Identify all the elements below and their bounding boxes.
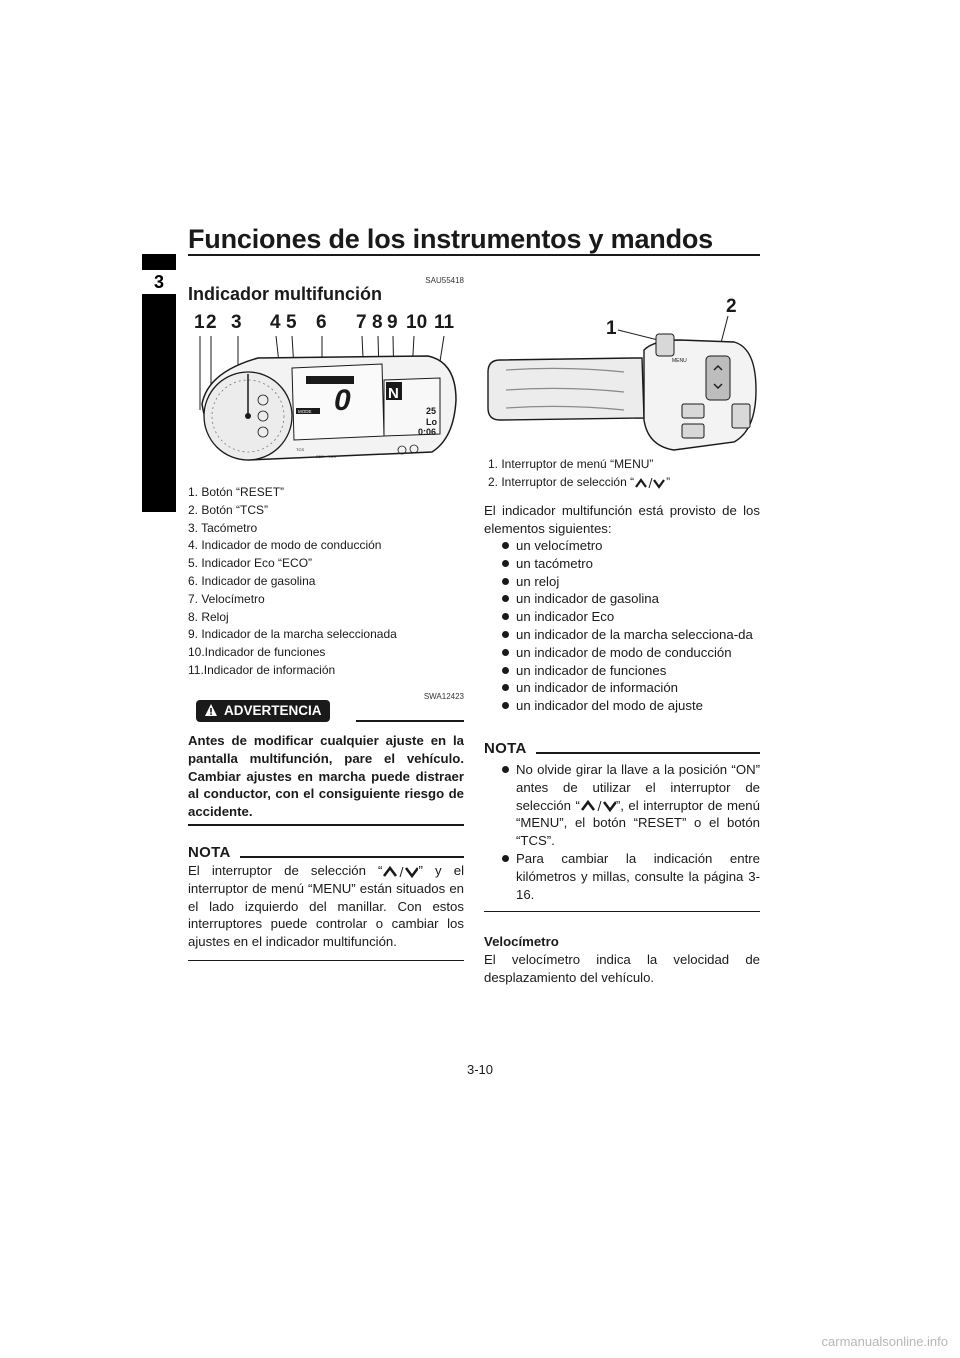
legend-item: 10.Indicador de funciones — [188, 645, 326, 660]
handlebar-switch-illustration — [484, 300, 760, 460]
list-item: un indicador de funciones — [496, 662, 760, 680]
callout-9: 9 — [387, 312, 398, 333]
up-down-selector-icon — [382, 865, 418, 879]
nota-rule-left — [240, 856, 464, 858]
handle-menu-label: MENU — [672, 358, 687, 364]
speedometer-text: El velocímetro indica la velocidad de desplazamiento del vehículo. — [484, 952, 760, 985]
right-legend-item-1: 1. Interruptor de menú “MENU” — [488, 457, 654, 471]
warning-code: SWA12423 — [423, 692, 464, 701]
legend-item: 6. Indicador de gasolina — [188, 573, 316, 588]
legend-item: 1. Botón “RESET” — [188, 485, 285, 499]
nota-end-rule-left — [188, 960, 464, 961]
right-legend-2-end: ” — [666, 474, 671, 489]
speed-digit: 0 — [334, 384, 351, 417]
title-rule — [188, 254, 760, 256]
list-item: un tacómetro — [496, 555, 760, 573]
page-number: 3-10 — [466, 1062, 494, 1077]
callout-6: 6 — [316, 312, 327, 333]
list-item: un indicador de información — [496, 679, 760, 697]
nota-text-left-start: El interruptor de selección “ — [188, 863, 383, 878]
warning-label: ADVERTENCIA — [224, 703, 322, 718]
right-figure-legend — [488, 456, 670, 492]
gear-digit: N — [388, 385, 399, 402]
page-title: Funciones de los instrumentos y mandos — [188, 224, 713, 254]
legend-item: 4. Indicador de modo de conducción — [188, 538, 382, 553]
chapter-number: 3 — [142, 270, 176, 294]
right-legend-item-2 — [488, 474, 670, 492]
legend-item: 9. Indicador de la marcha seleccionada — [188, 627, 397, 642]
nota-text-left-end: ” y el interruptor de menú “MENU” están situados en el lado izquierdo del manillar. Con estos interruptores puede controlar o cambiar los ajustes en el indicador multifunción. — [188, 863, 464, 950]
intro-text: El indicador multifunción está provisto de los elementos siguientes: — [484, 503, 760, 536]
legend-item: 5. Indicador Eco “ECO” — [188, 556, 313, 571]
nota-list-right — [496, 761, 760, 903]
warning-header — [196, 700, 330, 722]
legend-item: 11.Indicador de información — [188, 662, 336, 677]
indicator-label-set: SET — [316, 454, 324, 459]
callout-10: 10 — [406, 312, 428, 333]
nota-text-left — [188, 862, 464, 951]
list-item: un indicador de gasolina — [496, 590, 760, 608]
warning-text: Antes de modificar cualquier ajuste en la pantalla multifunción, pare el vehículo. Cambiar ajustes en marcha puede distraer al conductor, con el consiguiente riesgo de accidente. — [188, 733, 464, 820]
warning-rule — [356, 720, 464, 722]
feature-list — [496, 537, 760, 715]
nota-rule-right — [536, 752, 760, 754]
warning-icon — [204, 703, 218, 717]
handle-callout-2: 2 — [726, 296, 737, 317]
left-figure-legend — [188, 484, 397, 680]
handle-callout-1: 1 — [606, 318, 617, 339]
nota-item-1-start: No olvide girar la llave a la posición “ON” antes de utilizar el interruptor de selección “ — [516, 762, 760, 813]
legend-item: 8. Reloj — [188, 609, 229, 624]
legend-item: 2. Botón “TCS” — [188, 502, 269, 517]
section-heading: Indicador multifunción — [188, 284, 382, 304]
nota-item-2: Para cambiar la indicación entre kilómetros y millas, consulte la página 3-16. — [496, 850, 760, 903]
nota-end-rule-right — [484, 911, 760, 912]
list-item: un indicador de la marcha selecciona-da — [496, 626, 760, 644]
callout-8: 8 — [372, 312, 383, 333]
section-code: SAU55418 — [425, 276, 464, 285]
callout-5: 5 — [286, 312, 297, 333]
watermark: carmanualsonline.info — [821, 1334, 948, 1349]
callout-2: 2 — [206, 312, 217, 333]
callout-11: 11 — [434, 312, 455, 333]
indicator-label-tcs-2: TCS — [328, 454, 336, 459]
list-item: un indicador Eco — [496, 608, 760, 626]
up-down-selector-icon — [634, 477, 666, 489]
display-value-3: 0:06 — [418, 427, 437, 437]
display-value-2: Lo — [426, 417, 437, 427]
display-value-1: 25 — [426, 406, 437, 416]
nota-item-1-end: ”, el interruptor de menú “MENU”, el botón “RESET” o el botón “TCS”. — [516, 797, 760, 849]
nota-item-1 — [496, 761, 760, 850]
list-item: un reloj — [496, 573, 760, 591]
right-legend-2-start: 2. Interruptor de selección “ — [488, 474, 635, 489]
list-item: un indicador de modo de conducción — [496, 644, 760, 662]
legend-item: 3. Tacómetro — [188, 520, 258, 535]
callout-1: 1 — [194, 312, 205, 333]
callout-4: 4 — [270, 312, 281, 333]
legend-item: 7. Velocímetro — [188, 591, 265, 606]
nota-label-left: NOTA — [188, 844, 231, 861]
warning-bottom-rule — [188, 824, 464, 826]
nota-label-right: NOTA — [484, 740, 527, 757]
warning-badge — [196, 700, 330, 722]
list-item: un indicador del modo de ajuste — [496, 697, 760, 715]
instrument-panel-illustration — [188, 312, 464, 472]
callout-7: 7 — [356, 312, 367, 333]
speedometer-heading: Velocímetro — [484, 934, 559, 949]
list-item: un velocímetro — [496, 537, 760, 555]
up-down-selector-icon — [580, 799, 616, 813]
mode-label: MODE — [298, 409, 312, 414]
indicator-label-tcs: TCS — [296, 447, 304, 452]
callout-3: 3 — [231, 312, 242, 333]
